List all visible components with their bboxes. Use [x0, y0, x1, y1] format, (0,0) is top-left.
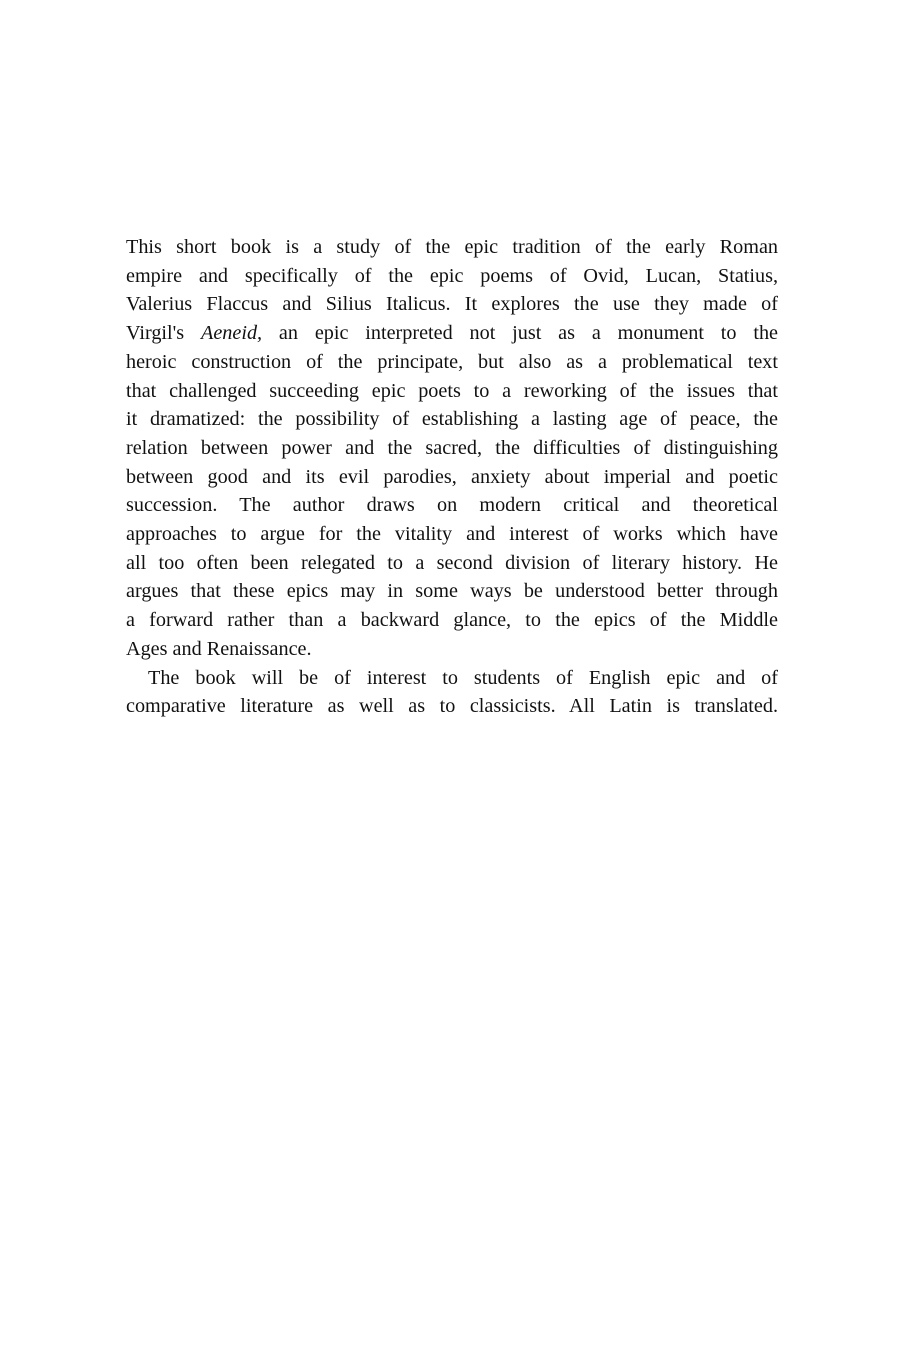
text-line: approaches to argue for the vitality and interest of works which have	[126, 523, 778, 546]
text-line: a forward rather than a backward glance, to the epics of the Middle	[126, 609, 778, 632]
text-line	[126, 319, 778, 348]
text-line: heroic construction of the principate, but also as a problematical text	[126, 350, 778, 373]
paragraph-1	[126, 233, 778, 664]
text-line: Ages and Renaissance.	[126, 637, 312, 660]
text-line: The book will be of interest to students of English epic and of	[148, 666, 778, 689]
text-line: that challenged succeeding epic poets to a reworking of the issues that	[126, 379, 778, 402]
text-run: Virgil's	[126, 322, 201, 345]
text-line: it dramatized: the possibility of establishing a lasting age of peace, the	[126, 408, 778, 431]
book-blurb	[126, 233, 778, 721]
text-line: succession. The author draws on modern critical and theoretical	[126, 494, 778, 517]
text-line: argues that these epics may in some ways be understood better through	[126, 580, 778, 603]
text-line: Valerius Flaccus and Silius Italicus. It explores the use they made of	[126, 293, 778, 316]
text-run: an epic interpreted not just as a monument to the	[262, 322, 778, 345]
text-line: comparative literature as well as to classicists. All Latin is translated.	[126, 695, 778, 718]
text-line: between good and its evil parodies, anxiety about imperial and poetic	[126, 465, 778, 488]
text-line: empire and specifically of the epic poems of Ovid, Lucan, Statius,	[126, 264, 778, 287]
paragraph-2	[126, 664, 778, 721]
text-line: relation between power and the sacred, the difficulties of distinguishing	[126, 436, 778, 459]
text-line: This short book is a study of the epic tradition of the early Roman	[126, 236, 778, 258]
italic-title: Aeneid,	[200, 322, 263, 345]
text-line: all too often been relegated to a second division of literary history. He	[126, 551, 778, 574]
